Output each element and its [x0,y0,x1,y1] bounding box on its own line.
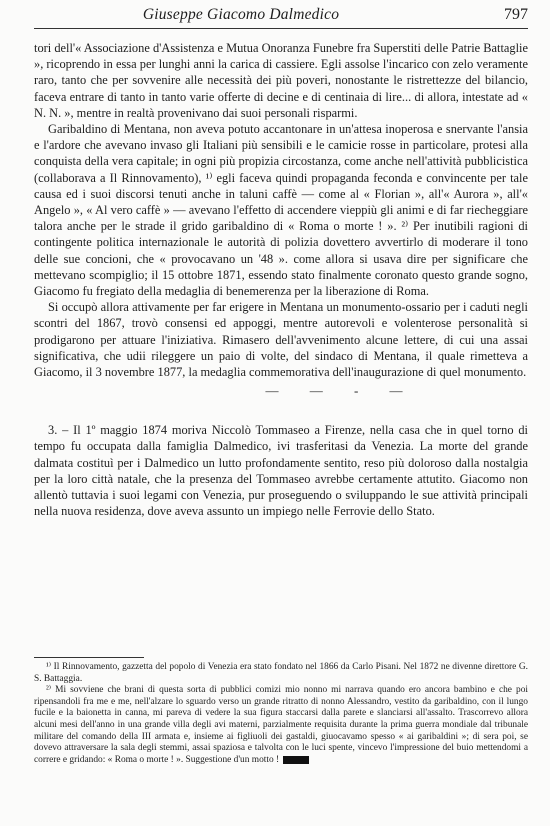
footnote-1: ¹⁾ Il Rinnovamento, gazzetta del popolo di Venezia era stato fondato nel 1866 da Carlo Pisani. Nel 1872 ne divenne direttore G. S. Battaggia. [34,662,528,684]
paragraph-4: 3. – Il 1º maggio 1874 moriva Niccolò Tommaseo a Firenze, nella casa che in quel torno di tempo fu occupata dalla famiglia Dalmedico, ivi trasferitasi da Venezia. La morte del grande dalmata costituì per i Dalmedico un lutto profondamente sentito, reso più doloroso dalla nostalgia per la loro città natale, che la presenza del Tommaseo avrebbe certamente attutito. Giacomo non allentò tuttavia i suoi legami con Venezia, pur proseguendo o sviluppando le sue attività principali nella nuova residenza, dove aveva assunto un impiego nelle Ferrovie dello Stato. [34,423,528,519]
footnote-2-text: ²⁾ Mi sovviene che brani di questa sorta di pubblici comizi mio nonno mi narrava quando ero ancora bambino e che poi ripensandoli fra me e me, nell'alzare lo sguardo verso un grande ritratto di nonno Alessandro, vestito da garibaldino, con il lungo fucile e la baionetta in canna, mi pareva di vedere la sua figura staccarsi dalla parete e slanciarsi all'assalto. Trascorrevo allora alcuni mesi dell'anno in una grande villa degli avi materni, parzialmente requisita durante la prima guerra mondiale dal tribunale militare del comando della III armata e, insieme ai figliuoli dei gastaldi, giuocavamo spesso « ai garibaldini »; di sera poi, se dovevo attraversare la sala degli stemmi, assai spaziosa e talvolta con le luci spente, vincevo l'impressione del buio mettendomi a correre e gridando: « Roma o morte ! ». Suggestione d'un motto ! [34,685,528,765]
paragraph-1: tori dell'« Associazione d'Assistenza e Mutua Onoranza Funebre fra Superstiti delle Patrie Battaglie », ricoprendo in essa per lunghi anni la carica di cassiere. Egli assolse l'incarico con zelo veramente raro, tanto che per sovvenire alle necessità dei più poveri, nonostante le ristrettezze del bilancio, faceva entrare di tanto in tanto varie offerte di decine e di centinaia di lire... di allora, intestate ad « N. N. », mentre in realtà provenivano dai suoi personali risparmi. [34,41,528,120]
footnote-2 [34,685,528,766]
running-header [34,6,528,29]
running-title: Giuseppe Giacomo Dalmedico [142,6,340,23]
body-text [34,40,528,519]
section-separator: — — ‑ — [265,383,417,399]
footnotes [34,662,528,766]
ink-blot [283,756,309,764]
paragraph-2: Garibaldino di Mentana, non aveva potuto accantonare in un'attesa inoperosa e snervante l'ansia e l'ardore che avevano invaso gli Italiani più sensibili e le camicie rosse in particolare, protesi alla conquista della vera capitale; in ogni più propizia circostanza, come anche nell'attività pubblicistica (collaborava a Il Rinnovamento), ¹⁾ egli faceva quindi propaganda feconda e convincente per tale causa ed i suoi discorsi tenuti anche in taluni caffè — come al « Florian », all'« Aurora », all'« Angelo », « Al vero caffè » — avevano l'effetto di accendere vieppiù gli animi e di far riecheggiare talora anche per le strade il grido garibaldino di « Roma o morte ! ». ²⁾ Per inutibili ragioni di contingente politica internazionale le autorità di polizia dovettero avvertirlo di moderare il tono delle sue concioni, che « provocavano un '48 ». come allora si usava dire per significare che mettevano scompiglio; il 15 ottobre 1871, essendo stato finalmente coronato questo grande sogno, Giacomo fu fregiato della medaglia di benemerenza per la liberazione di Roma. [34,122,528,299]
paragraph-3: Si occupò allora attivamente per far erigere in Mentana un monumento-ossario per i caduti negli scontri del 1867, trovò consensi ed appoggi, mentre autorevoli e volenterose personalità si prodigarono per attuare l'iniziativa. Rimasero dell'avvenimento alcune lettere, di cui una assai significativa, che udii rileggere un paio di volte, del sindaco di Mentana, il quale rimetteva a Giacomo, il 3 novembre 1877, la medaglia commemorativa dell'inaugurazione di quel monumento. [34,300,528,380]
page-number: 797 [504,6,528,23]
footnote-rule [34,657,144,658]
